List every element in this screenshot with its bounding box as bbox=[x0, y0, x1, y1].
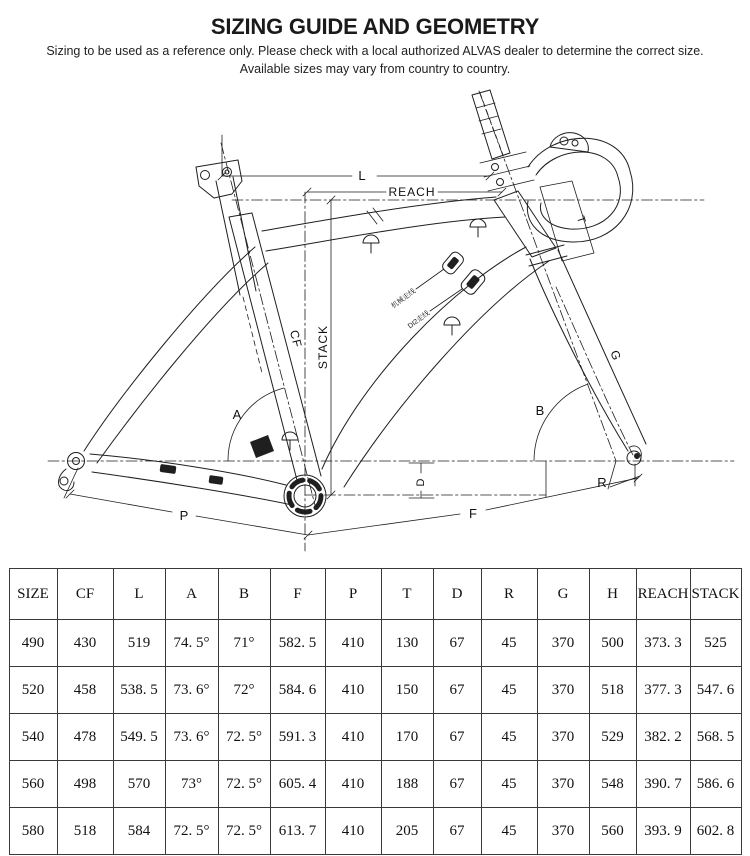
fork-blade-right bbox=[558, 250, 646, 444]
table-cell: 584 bbox=[113, 808, 165, 855]
table-cell: 580 bbox=[9, 808, 57, 855]
down-tube-upper bbox=[322, 247, 526, 469]
table-row-520 bbox=[9, 667, 741, 714]
table-cell: 382. 2 bbox=[636, 714, 690, 761]
column-header-reach: REACH bbox=[636, 569, 690, 620]
head-angle-arc bbox=[534, 384, 588, 461]
dim-label-a: A bbox=[232, 407, 242, 423]
chainstay-guard bbox=[160, 464, 177, 474]
dim-label-t: T bbox=[573, 214, 588, 226]
dim-label-stack: STACK bbox=[316, 325, 330, 370]
column-header-b: B bbox=[218, 569, 270, 620]
dim-label-r: R bbox=[597, 475, 607, 491]
table-cell: 490 bbox=[9, 620, 57, 667]
dim-label-reach: REACH bbox=[388, 185, 436, 200]
chain-stay-upper bbox=[90, 454, 286, 485]
stem-bolt bbox=[492, 164, 499, 171]
dim-label-l: L bbox=[358, 168, 366, 184]
dim-label-cf: CF bbox=[286, 328, 305, 350]
column-header-g: G bbox=[537, 569, 589, 620]
table-row-490 bbox=[9, 620, 741, 667]
column-header-d: D bbox=[433, 569, 481, 620]
subtitle-line-2: Available sizes may vary from country to country. bbox=[239, 62, 511, 77]
down-tube-lower bbox=[344, 261, 549, 487]
table-cell: 370 bbox=[537, 620, 589, 667]
table-cell: 188 bbox=[381, 761, 433, 808]
table-cell: 370 bbox=[537, 714, 589, 761]
table-cell: 370 bbox=[537, 808, 589, 855]
di2-cable-port bbox=[459, 268, 487, 297]
clamp-bolt bbox=[223, 168, 232, 177]
top-tube-lower bbox=[266, 217, 505, 251]
subtitle-line-1: Sizing to be used as a reference only. Please check with a local authorized ALVAS dealer to determine the correct size. bbox=[46, 44, 704, 58]
table-cell: 498 bbox=[57, 761, 113, 808]
table-cell: 410 bbox=[325, 620, 381, 667]
column-header-l: L bbox=[113, 569, 165, 620]
table-row-580 bbox=[9, 808, 741, 855]
table-cell: 613. 7 bbox=[270, 808, 325, 855]
dim-ticks-f bbox=[634, 464, 642, 486]
column-header-t: T bbox=[381, 569, 433, 620]
table-cell: 390. 7 bbox=[636, 761, 690, 808]
table-cell: 67 bbox=[433, 808, 481, 855]
column-header-h: H bbox=[589, 569, 636, 620]
table-cell: 519 bbox=[113, 620, 165, 667]
hood-bolt bbox=[572, 140, 578, 146]
dim-label-p: P bbox=[179, 508, 189, 524]
table-cell: 549. 5 bbox=[113, 714, 165, 761]
table-cell: 547. 6 bbox=[690, 667, 741, 714]
hanger-bolt bbox=[60, 477, 68, 485]
table-cell: 393. 9 bbox=[636, 808, 690, 855]
table-cell: 73. 6° bbox=[165, 667, 218, 714]
table-cell: 130 bbox=[381, 620, 433, 667]
seat-tube-axis bbox=[221, 143, 316, 509]
stem-body bbox=[480, 152, 534, 191]
table-cell: 67 bbox=[433, 620, 481, 667]
seat-stay-lower bbox=[97, 263, 268, 463]
table-cell: 72. 5° bbox=[218, 714, 270, 761]
table-row-540 bbox=[9, 714, 741, 761]
table-cell: 370 bbox=[537, 761, 589, 808]
derailleur-hanger bbox=[59, 469, 74, 491]
column-header-r: R bbox=[481, 569, 537, 620]
chain-stay-lower bbox=[92, 472, 292, 505]
table-cell: 410 bbox=[325, 714, 381, 761]
table-cell: 518 bbox=[57, 808, 113, 855]
table-cell: 373. 3 bbox=[636, 620, 690, 667]
table-cell: 67 bbox=[433, 761, 481, 808]
column-header-stack: STACK bbox=[690, 569, 741, 620]
table-cell: 478 bbox=[57, 714, 113, 761]
geometry-diagram bbox=[0, 80, 750, 562]
fd-mount bbox=[250, 435, 274, 458]
table-cell: 430 bbox=[57, 620, 113, 667]
table-cell: 518 bbox=[589, 667, 636, 714]
table-cell: 540 bbox=[9, 714, 57, 761]
table-cell: 605. 4 bbox=[270, 761, 325, 808]
table-cell: 370 bbox=[537, 667, 589, 714]
fork-axis bbox=[556, 287, 633, 455]
table-cell: 458 bbox=[57, 667, 113, 714]
table-cell: 377. 3 bbox=[636, 667, 690, 714]
table-cell: 72. 5° bbox=[165, 808, 218, 855]
table-cell: 586. 6 bbox=[690, 761, 741, 808]
table-cell: 45 bbox=[481, 620, 537, 667]
parallel-mark bbox=[367, 208, 383, 224]
table-cell: 67 bbox=[433, 667, 481, 714]
table-cell: 67 bbox=[433, 714, 481, 761]
brake-hood bbox=[550, 133, 588, 152]
table-cell: 560 bbox=[589, 808, 636, 855]
di2-port-label: DI2走线 bbox=[406, 310, 432, 331]
seatpost bbox=[216, 177, 256, 295]
table-cell: 74. 5° bbox=[165, 620, 218, 667]
geometry-table bbox=[9, 568, 742, 855]
table-cell: 72. 5° bbox=[218, 761, 270, 808]
table-cell: 570 bbox=[113, 761, 165, 808]
page-title: SIZING GUIDE AND GEOMETRY bbox=[210, 14, 540, 39]
table-cell: 72° bbox=[218, 667, 270, 714]
table-cell: 73° bbox=[165, 761, 218, 808]
column-header-f: F bbox=[270, 569, 325, 620]
table-cell: 410 bbox=[325, 667, 381, 714]
table-cell: 170 bbox=[381, 714, 433, 761]
table-row-560 bbox=[9, 761, 741, 808]
dim-line-d bbox=[409, 461, 546, 498]
mech-port-label: 机械走线 bbox=[390, 288, 418, 311]
table-cell: 602. 8 bbox=[690, 808, 741, 855]
table-header-row bbox=[9, 569, 741, 620]
column-header-size: SIZE bbox=[9, 569, 57, 620]
mech-cable-port bbox=[441, 250, 466, 276]
table-cell: 591. 3 bbox=[270, 714, 325, 761]
dim-line-p bbox=[70, 494, 308, 535]
seat-tube bbox=[229, 213, 321, 484]
table-cell: 45 bbox=[481, 761, 537, 808]
column-header-a: A bbox=[165, 569, 218, 620]
table-cell: 548 bbox=[589, 761, 636, 808]
port-leader-lines bbox=[416, 269, 462, 311]
dim-label-g: G bbox=[607, 348, 625, 364]
dim-label-d: D bbox=[415, 477, 427, 487]
column-header-cf: CF bbox=[57, 569, 113, 620]
table-cell: 71° bbox=[218, 620, 270, 667]
page-header bbox=[0, 0, 750, 78]
table-cell: 560 bbox=[9, 761, 57, 808]
front-axle bbox=[634, 453, 640, 459]
table-cell: 205 bbox=[381, 808, 433, 855]
frame-drawing bbox=[0, 80, 750, 562]
frame-outline bbox=[48, 90, 734, 551]
table-cell: 45 bbox=[481, 808, 537, 855]
top-tube-upper bbox=[262, 197, 496, 231]
table-cell: 529 bbox=[589, 714, 636, 761]
table-cell: 538. 5 bbox=[113, 667, 165, 714]
table-cell: 584. 6 bbox=[270, 667, 325, 714]
table-cell: 500 bbox=[589, 620, 636, 667]
table-cell: 73. 6° bbox=[165, 714, 218, 761]
handlebar-outer bbox=[527, 138, 632, 242]
seat-stay-upper bbox=[84, 247, 255, 451]
table-cell: 72. 5° bbox=[218, 808, 270, 855]
table-cell: 520 bbox=[9, 667, 57, 714]
chainstay-sensor bbox=[209, 475, 224, 485]
section-markers bbox=[282, 219, 486, 450]
table-cell: 150 bbox=[381, 667, 433, 714]
dim-label-b: B bbox=[535, 403, 545, 419]
stem-bolt bbox=[497, 179, 504, 186]
clamp-bolt bbox=[201, 171, 210, 180]
table-cell: 582. 5 bbox=[270, 620, 325, 667]
table-cell: 410 bbox=[325, 761, 381, 808]
column-header-p: P bbox=[325, 569, 381, 620]
table-cell: 568. 5 bbox=[690, 714, 741, 761]
table-cell: 45 bbox=[481, 714, 537, 761]
table-cell: 45 bbox=[481, 667, 537, 714]
table-cell: 410 bbox=[325, 808, 381, 855]
table-cell: 525 bbox=[690, 620, 741, 667]
dim-label-f: F bbox=[469, 506, 477, 522]
dim-ticks-p bbox=[64, 468, 312, 539]
